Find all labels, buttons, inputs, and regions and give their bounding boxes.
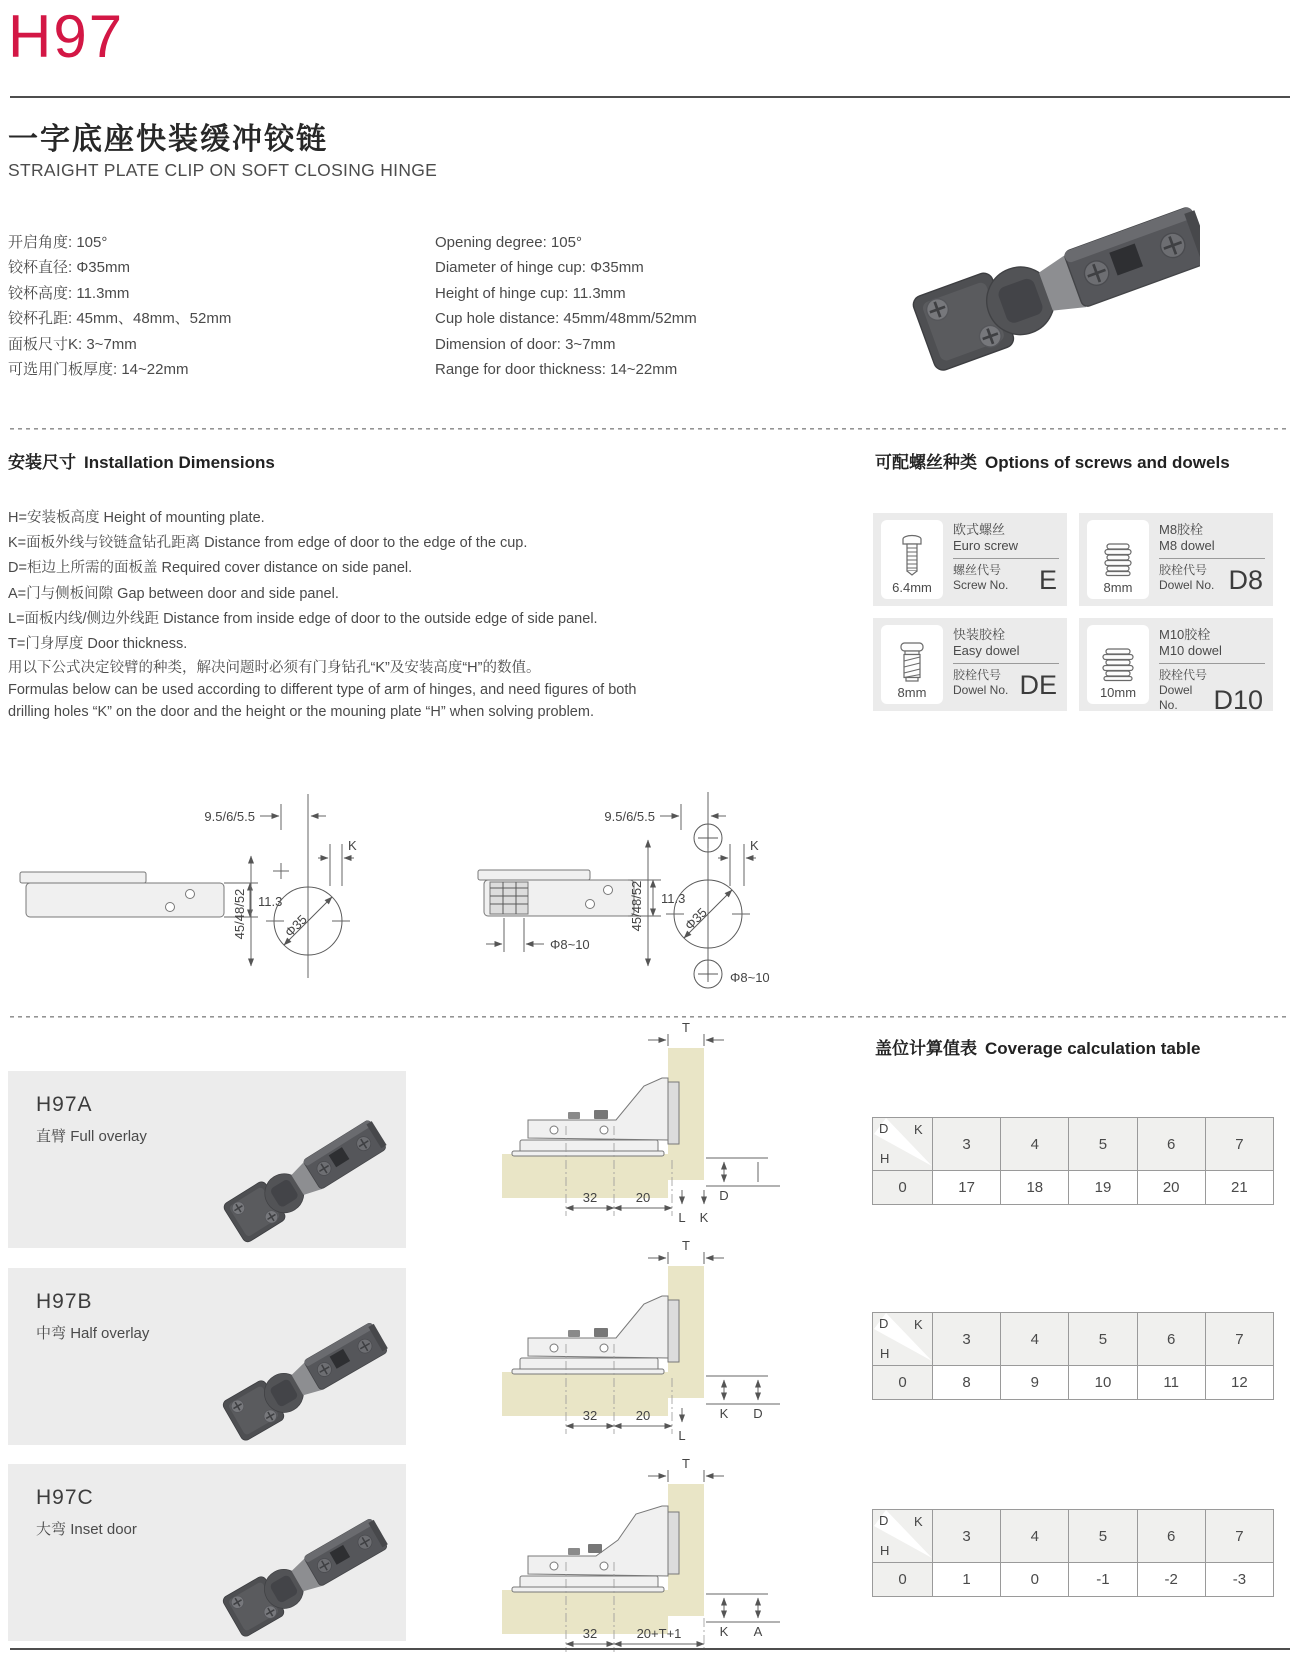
model-card-h97b [8, 1268, 406, 1445]
code-label-zh: 胶栓代号 [1159, 668, 1208, 682]
screw-name-zh: M10胶栓 [1159, 627, 1211, 642]
model-card-h97c [8, 1464, 406, 1641]
dim-cup-height: 11.3 [661, 891, 686, 906]
coverage-value: -1 [1069, 1563, 1137, 1597]
svg-text:K: K [913, 1514, 923, 1529]
dim-20: 20 [635, 1408, 651, 1423]
install-dimensions-heading [8, 448, 275, 473]
svg-text:D: D [878, 1513, 888, 1528]
spec-line: Cup hole distance: 45mm/48mm/52mm [435, 310, 697, 328]
dim-32: 32 [582, 1626, 598, 1641]
k-header: 5 [1069, 1510, 1137, 1563]
divider [1159, 558, 1265, 559]
spec-line: Height of hinge cup: 11.3mm [435, 284, 626, 302]
heading-zh: 安装尺寸 [8, 453, 76, 472]
heading-en: Options of screws and dowels [985, 453, 1230, 472]
divider [953, 558, 1059, 559]
screw-size: 8mm [897, 685, 927, 700]
header-divider [10, 96, 1290, 98]
screw-name-en: M10 dowel [1159, 643, 1222, 658]
table-corner-cell [873, 1313, 933, 1366]
k-header: 4 [1001, 1118, 1069, 1171]
screw-size: 8mm [1103, 580, 1133, 595]
coverage-value: 11 [1137, 1366, 1205, 1400]
installation-diagram-h97c [468, 1456, 813, 1661]
screw-card-easy [873, 618, 1067, 711]
coverage-table-heading [875, 1034, 1200, 1059]
dim-t: T [682, 1456, 690, 1471]
dim-l: L [678, 1428, 686, 1443]
screw-name-en: Easy dowel [953, 643, 1020, 658]
section-divider-dashed [10, 1016, 1290, 1018]
dimension-definitions [8, 506, 598, 657]
k-header: 6 [1137, 1313, 1205, 1366]
installation-diagram-h97a [468, 1020, 813, 1225]
svg-text:H: H [879, 1543, 889, 1558]
coverage-value: 21 [1205, 1171, 1273, 1205]
coverage-value: 0 [1001, 1563, 1069, 1597]
heading-en: Coverage calculation table [985, 1039, 1201, 1058]
spec-line: 开启角度: 105° [8, 234, 108, 251]
coverage-value: 1 [933, 1563, 1001, 1597]
model-type: 直臂 Full overlay [36, 1128, 147, 1145]
screw-thumb [1087, 520, 1149, 599]
k-header: 3 [933, 1118, 1001, 1171]
k-header: 7 [1205, 1510, 1273, 1563]
table-corner-cell [873, 1118, 933, 1171]
table-row [873, 1366, 1274, 1400]
screw-card-m8 [1079, 513, 1273, 606]
svg-text:D: D [878, 1316, 888, 1331]
definition-line: T=门身厚度 Door thickness. [8, 636, 188, 653]
screw-name-en: Euro screw [953, 538, 1019, 553]
coverage-value: 8 [933, 1366, 1001, 1400]
screw-options-heading [875, 448, 1230, 473]
screw-name-en: M8 dowel [1159, 538, 1215, 553]
coverage-value: 19 [1069, 1171, 1137, 1205]
screw-code: DE [1019, 670, 1057, 700]
screw-info [1149, 513, 1273, 606]
screw-thumb [881, 520, 943, 599]
screw-name-zh: 快装胶栓 [953, 627, 1006, 642]
dim-t: T [682, 1238, 690, 1253]
screw-options-grid [873, 513, 1273, 715]
dim-20t1: 20+T+1 [636, 1626, 682, 1641]
m10-dowel-icon [1101, 647, 1135, 683]
screw-code: D8 [1228, 565, 1263, 595]
heading-zh: 可配螺丝种类 [875, 453, 977, 472]
code-label-en: Dowel No. [953, 683, 1009, 697]
k-header: 5 [1069, 1313, 1137, 1366]
k-header: 7 [1205, 1118, 1273, 1171]
heading-en: Installation Dimensions [84, 453, 275, 472]
dim-32: 32 [582, 1190, 598, 1205]
dim-t: T [682, 1020, 690, 1035]
code-label-en: Dowel No. [1159, 578, 1215, 592]
dim-k: K [699, 1210, 709, 1225]
table-corner-cell [873, 1510, 933, 1563]
dim-d: D [719, 1188, 729, 1203]
code-label-zh: 螺丝代号 [953, 563, 1002, 577]
euro-screw-icon [899, 534, 925, 578]
divider [953, 663, 1059, 664]
svg-text:H: H [879, 1151, 889, 1166]
dim-k: K [348, 838, 357, 853]
spec-line: Range for door thickness: 14~22mm [435, 361, 678, 379]
definition-line: H=安装板高度 Height of mounting plate. [8, 510, 265, 526]
screw-card-euro [873, 513, 1067, 606]
model-type: 大弯 Inset door [36, 1521, 137, 1538]
k-header: 3 [933, 1313, 1001, 1366]
divider [1159, 663, 1265, 664]
dim-k: K [750, 838, 759, 853]
coverage-value: 9 [1001, 1366, 1069, 1400]
page-title: H97 [8, 3, 125, 70]
h-value: 0 [873, 1563, 933, 1597]
dim-spacing: 45/48/52 [232, 888, 247, 940]
spec-line: 铰杯高度: 11.3mm [8, 284, 130, 302]
product-title-en: STRAIGHT PLATE CLIP ON SOFT CLOSING HINGE [8, 160, 438, 180]
dim-offset: 9.5/6/5.5 [204, 809, 255, 824]
coverage-value: 10 [1069, 1366, 1137, 1400]
model-code: H97B [36, 1290, 93, 1313]
screw-thumb [1087, 625, 1149, 704]
dim-k: K [719, 1624, 729, 1639]
screw-size: 6.4mm [892, 580, 932, 595]
k-header: 4 [1001, 1313, 1069, 1366]
dim-cup-dia: Φ35 [281, 911, 310, 940]
spec-line: Dimension of door: 3~7mm [435, 335, 616, 353]
dim-spacing: 45/48/52 [629, 880, 644, 932]
screw-card-m10 [1079, 618, 1273, 715]
product-title-zh: 一字底座快装缓冲铰链 [8, 123, 328, 156]
code-label-en: Dowel No. [1159, 683, 1193, 712]
screw-name-zh: M8胶栓 [1159, 522, 1204, 537]
dim-offset: 9.5/6/5.5 [604, 809, 655, 824]
spec-line: Opening degree: 105° [435, 234, 582, 251]
model-code: H97C [36, 1486, 94, 1509]
coverage-value: 12 [1205, 1366, 1273, 1400]
spec-line: 铰杯直径: Φ35mm [8, 259, 130, 277]
drilling-diagrams [8, 786, 808, 991]
installation-diagram-h97b [468, 1238, 813, 1443]
definition-line: K=面板外线与铰链盒钻孔距离 Distance from edge of door to the edge of the cup. [8, 535, 528, 552]
dim-k: K [719, 1406, 729, 1421]
screw-size: 10mm [1099, 685, 1137, 700]
screw-info [943, 513, 1067, 606]
spec-line: Diameter of hinge cup: Φ35mm [435, 259, 644, 277]
drilling-pattern-screw-diagram [204, 794, 357, 978]
table-row [873, 1563, 1274, 1597]
definition-line: D=柜边上所需的面板盖 Required cover distance on side panel. [8, 560, 413, 577]
dim-d: D [753, 1406, 763, 1421]
model-type: 中弯 Half overlay [36, 1325, 150, 1342]
dim-20: 20 [635, 1190, 651, 1205]
screw-code: D10 [1213, 685, 1263, 715]
spec-list-en [435, 230, 697, 382]
spec-list-zh [8, 230, 231, 382]
screw-thumb [881, 625, 943, 704]
svg-text:H: H [879, 1346, 889, 1361]
h-value: 0 [873, 1171, 933, 1205]
formula-note-zh: 用以下公式决定铰臂的种类，解决问题时必须有门身钻孔“K”及安装高度“H”的数值。 [8, 660, 541, 676]
model-code: H97A [36, 1093, 93, 1116]
coverage-value: 18 [1001, 1171, 1069, 1205]
code-label-en: Screw No. [953, 578, 1009, 592]
dim-cup-height: 11.3 [258, 894, 283, 909]
code-label-zh: 胶栓代号 [953, 668, 1002, 682]
k-header: 5 [1069, 1118, 1137, 1171]
product-photo [840, 126, 1200, 398]
dim-dowel-dia: Φ8~10 [550, 937, 590, 952]
m8-dowel-icon [1103, 542, 1133, 578]
k-header: 6 [1137, 1510, 1205, 1563]
k-header: 7 [1205, 1313, 1273, 1366]
k-header: 6 [1137, 1118, 1205, 1171]
coverage-value: 20 [1137, 1171, 1205, 1205]
spec-line: 铰杯孔距: 45mm、48mm、52mm [8, 310, 232, 328]
dim-dowel-dia: Φ8~10 [730, 970, 770, 985]
svg-text:D: D [878, 1121, 888, 1136]
k-header: 3 [933, 1510, 1001, 1563]
dim-32: 32 [582, 1408, 598, 1423]
footer-divider [10, 1648, 1290, 1650]
cup-side-view-dowel-diagram [478, 870, 685, 952]
coverage-value: 17 [933, 1171, 1001, 1205]
dim-a: A [753, 1624, 763, 1639]
h-value: 0 [873, 1366, 933, 1400]
dim-l: L [678, 1210, 686, 1225]
svg-text:K: K [913, 1122, 923, 1137]
definition-line: L=面板内线/侧边外线距 Distance from inside edge of door to the outside edge of side panel. [8, 610, 598, 627]
svg-text:K: K [913, 1317, 923, 1332]
coverage-table-h97a [872, 1117, 1274, 1205]
coverage-value: -2 [1137, 1563, 1205, 1597]
drilling-pattern-dowel-diagram [604, 792, 769, 988]
screw-code: E [1038, 565, 1057, 595]
coverage-table-h97c [872, 1509, 1274, 1597]
model-card-h97a [8, 1071, 406, 1248]
k-header: 4 [1001, 1510, 1069, 1563]
screw-info [943, 618, 1067, 711]
spec-line: 面板尺寸K: 3~7mm [8, 335, 137, 353]
coverage-table-h97b [872, 1312, 1274, 1400]
code-label-zh: 胶栓代号 [1159, 563, 1208, 577]
section-divider-dashed [10, 428, 1290, 430]
heading-zh: 盖位计算值表 [875, 1039, 977, 1058]
definition-line: A=门与侧板间隙 Gap between door and side panel. [8, 585, 339, 602]
screw-name-zh: 欧式螺丝 [953, 522, 1006, 537]
dim-cup-dia: Φ35 [681, 904, 710, 933]
screw-info [1149, 618, 1273, 715]
easy-dowel-icon [898, 641, 926, 683]
spec-line: 可选用门板厚度: 14~22mm [8, 361, 189, 379]
coverage-value: -3 [1205, 1563, 1273, 1597]
table-row [873, 1171, 1274, 1205]
formula-note-en: Formulas below can be used according to different type of arm of hinges, and need figures of both drilling holes “K” on the door and the height or the mouning plate “H” when solving problem. [8, 682, 637, 720]
